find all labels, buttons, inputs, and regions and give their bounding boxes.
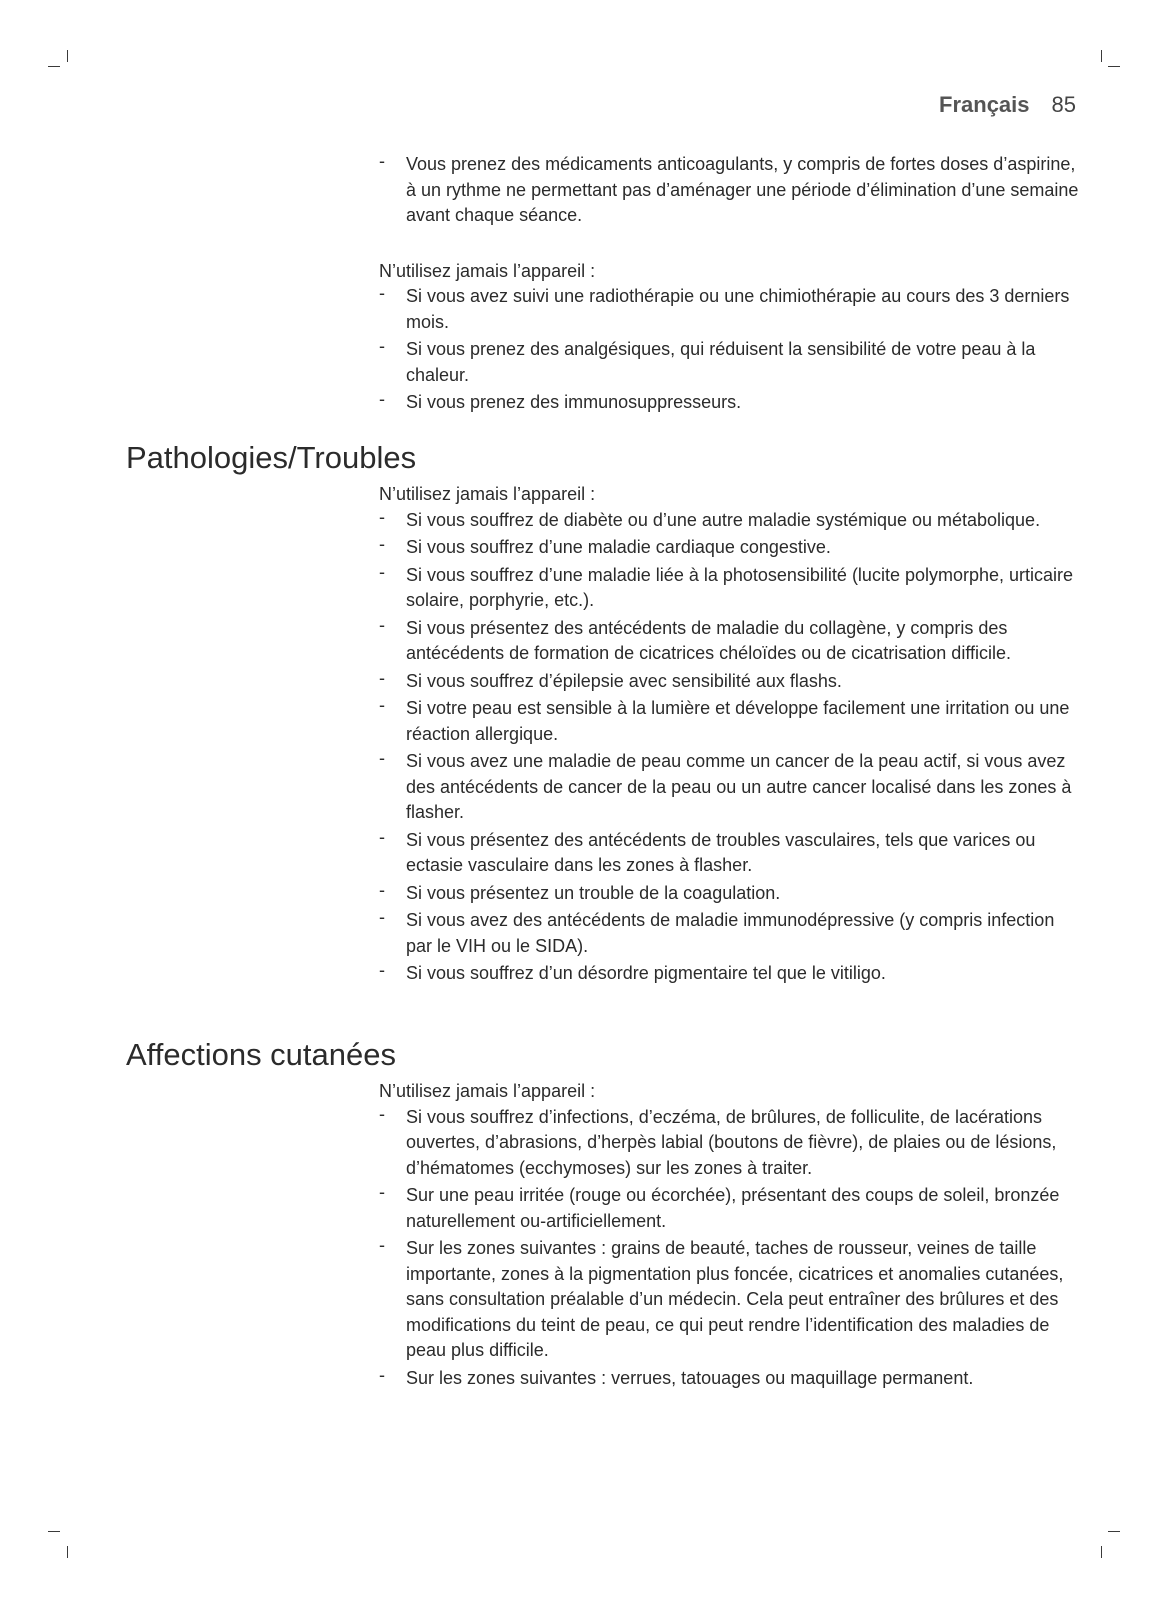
list-item: - Si vous présentez des antécédents de troubles vasculaires, tels que varices ou ectasie vasculaire dans les zones à flasher. (379, 828, 1079, 879)
list-item: - Sur une peau irritée (rouge ou écorchée), présentant des coups de soleil, bronzée naturellement ou-artificiellement. (379, 1183, 1079, 1234)
page-header (939, 92, 1076, 118)
list-item: - Si vous souffrez d’épilepsie avec sensibilité aux flashs. (379, 669, 1079, 695)
affections-list (379, 1105, 1079, 1392)
crop-mark (1101, 1546, 1102, 1558)
crop-mark (48, 66, 60, 67)
crop-mark (67, 50, 68, 62)
language-label: Français (939, 92, 1030, 117)
crop-mark (1108, 1531, 1120, 1532)
list-item: - Si vous prenez des immunosuppresseurs. (379, 390, 1079, 416)
list-item: - Sur les zones suivantes : verrues, tatouages ou maquillage permanent. (379, 1366, 1079, 1392)
list-item: - Si vous souffrez d’infections, d’eczéma, de brûlures, de folliculite, de lacérations ouvertes, d’abrasions, d’herpès labial (boutons de fièvre), de plaies ou de lésions, d’hématomes (ecchymoses) sur les zones à traiter. (379, 1105, 1079, 1182)
list-item: - Si vous présentez un trouble de la coagulation. (379, 881, 1079, 907)
list-item: - Si vous souffrez d’un désordre pigmentaire tel que le vitiligo. (379, 961, 1079, 987)
affections-block (379, 1079, 1079, 1393)
section-title-affections: Affections cutanées (126, 1037, 396, 1072)
warning-intro: N’utilisez jamais l’appareil : (379, 260, 596, 281)
list-item: - Si vous souffrez d’une maladie cardiaque congestive. (379, 535, 1079, 561)
list-item: - Si vous prenez des analgésiques, qui réduisent la sensibilité de votre peau à la chaleur. (379, 337, 1079, 388)
list-item: - Sur les zones suivantes : grains de beauté, taches de rousseur, veines de taille importante, zones à la pigmentation plus foncée, cicatrices et anomalies cutanées, sans consultation préalable d’un médecin. Cela peut entraîner des brûlures et des modifications du teint de peau, ce qui peut rendre l’identification des maladies de peau plus difficile. (379, 1236, 1079, 1364)
section-title-pathologies: Pathologies/Troubles (126, 440, 417, 475)
list-item: - Si votre peau est sensible à la lumière et développe facilement une irritation ou une réaction allergique. (379, 696, 1079, 747)
pathologies-list (379, 508, 1079, 987)
crop-mark (1101, 50, 1102, 62)
pathologies-block (379, 482, 1079, 989)
anticoagulant-list (379, 152, 1079, 229)
warning-intro: N’utilisez jamais l’appareil : (379, 484, 596, 504)
list-item: - Si vous avez suivi une radiothérapie ou une chimiothérapie au cours des 3 derniers mois. (379, 284, 1079, 335)
list-item: - Si vous avez une maladie de peau comme un cancer de la peau actif, si vous avez des antécédents de cancer de la peau ou un autre cancer localisé dans les zones à flasher. (379, 749, 1079, 826)
warning-intro: N’utilisez jamais l’appareil : (379, 1081, 596, 1101)
list-item: - Si vous souffrez de diabète ou d’une autre maladie systémique ou métabolique. (379, 508, 1079, 534)
crop-mark (67, 1546, 68, 1558)
crop-mark (1108, 66, 1120, 67)
treatment-list (379, 284, 1079, 416)
list-item: - Si vous avez des antécédents de maladie immunodépressive (y compris infection par le VIH ou le SIDA). (379, 908, 1079, 959)
page-number: 85 (1051, 92, 1076, 117)
continued-list-block (379, 152, 1079, 418)
list-item: - Si vous souffrez d’une maladie liée à la photosensibilité (lucite polymorphe, urticaire solaire, porphyrie, etc.). (379, 563, 1079, 614)
crop-mark (48, 1531, 60, 1532)
list-item: - Vous prenez des médicaments anticoagulants, y compris de fortes doses d’aspirine, à un rythme ne permettant pas d’aménager une période d’élimination d’une semaine avant chaque séance. (379, 152, 1079, 229)
list-item: - Si vous présentez des antécédents de maladie du collagène, y compris des antécédents de formation de cicatrices chéloïdes ou de cicatrisation difficile. (379, 616, 1079, 667)
